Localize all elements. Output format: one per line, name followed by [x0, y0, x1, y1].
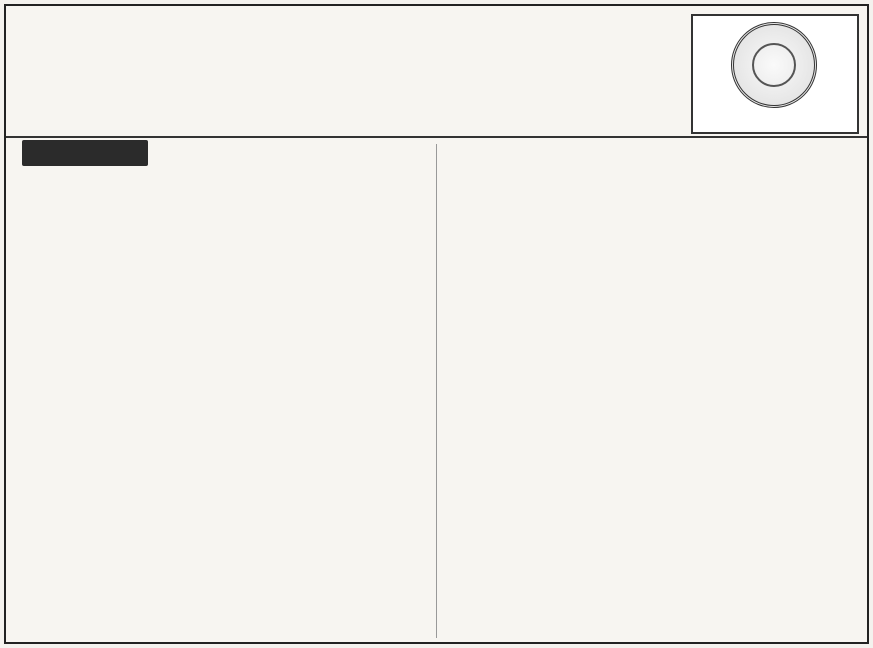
notice-title — [156, 12, 676, 132]
municipality-seal — [731, 22, 817, 108]
notice-header — [6, 6, 867, 138]
municipality-logo — [691, 14, 859, 134]
column-divider — [436, 144, 437, 638]
right-column — [441, 140, 859, 642]
left-column — [14, 140, 432, 642]
seal-emblem — [752, 43, 796, 87]
notice-body — [6, 140, 867, 642]
notice-frame — [4, 4, 869, 644]
publication-round-badge — [22, 140, 148, 166]
